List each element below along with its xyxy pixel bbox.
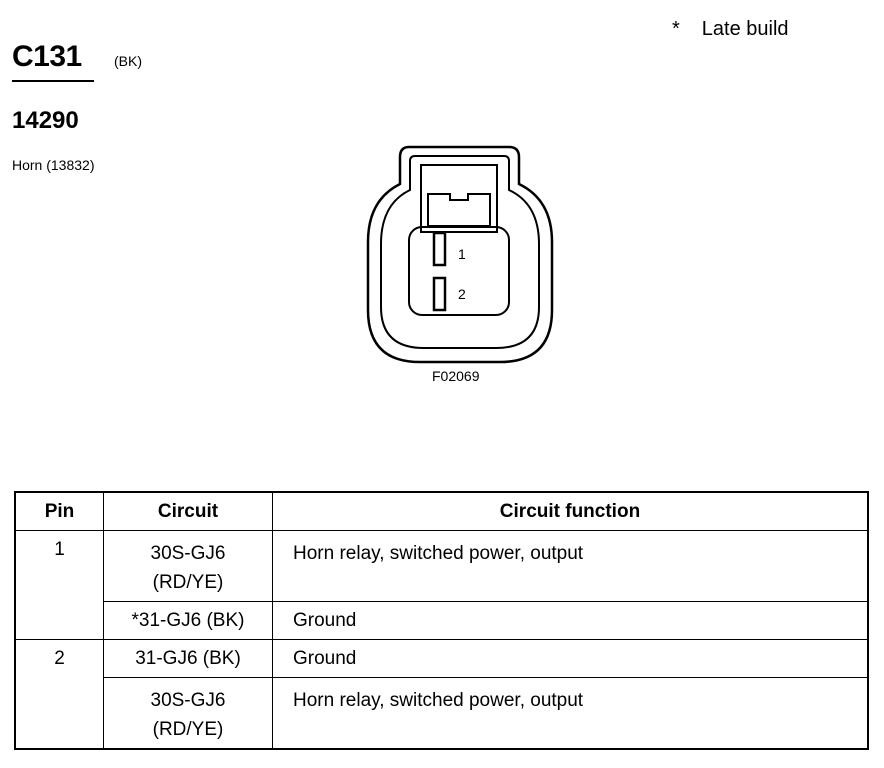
table-row xyxy=(15,531,868,602)
pin-number: 2 xyxy=(15,640,104,750)
connector-face-diagram xyxy=(364,142,554,366)
circuit-cell xyxy=(104,602,273,640)
circuit-function: Ground xyxy=(273,640,869,678)
figure-code: F02069 xyxy=(432,368,480,384)
table-header-row xyxy=(15,492,868,531)
connector-color-code: (BK) xyxy=(114,53,142,69)
circuit-code: 30S-GJ6 xyxy=(150,543,226,564)
pin-1-label: 1 xyxy=(458,246,466,262)
circuit-cell xyxy=(104,640,273,678)
header-circuit-function: Circuit function xyxy=(273,492,869,531)
part-number: 14290 xyxy=(12,107,79,134)
connector-id-underline xyxy=(12,80,94,82)
locking-tab-notch xyxy=(428,194,490,226)
circuit-function: Ground xyxy=(273,602,869,640)
table-row xyxy=(15,640,868,678)
pin-2-cavity xyxy=(434,278,445,310)
header-pin: Pin xyxy=(15,492,104,531)
circuit-function: Horn relay, switched power, output xyxy=(273,531,869,602)
pin-number: 1 xyxy=(15,531,104,640)
table-row xyxy=(15,602,868,640)
circuit-cell xyxy=(104,531,273,602)
pin-2-label: 2 xyxy=(458,286,466,302)
pin-1-cavity xyxy=(434,233,445,265)
pinout-table xyxy=(14,491,869,750)
circuit-code: 30S-GJ6 xyxy=(150,690,226,711)
circuit-function: Horn relay, switched power, output xyxy=(273,678,869,750)
circuit-code: *31-GJ6 (BK) xyxy=(131,610,245,631)
table-row xyxy=(15,678,868,750)
connector-id: C131 xyxy=(12,40,82,73)
circuit-cell xyxy=(104,678,273,750)
note-text: Late build xyxy=(701,18,789,40)
note-symbol: * xyxy=(672,18,680,40)
locking-tab xyxy=(421,165,497,232)
circuit-wire-color: (RD/YE) xyxy=(152,719,224,740)
circuit-code: 31-GJ6 (BK) xyxy=(135,648,241,669)
header-circuit: Circuit xyxy=(104,492,273,531)
component-name: Horn (13832) xyxy=(12,157,95,173)
late-build-note xyxy=(672,18,789,41)
circuit-wire-color: (RD/YE) xyxy=(152,572,224,593)
